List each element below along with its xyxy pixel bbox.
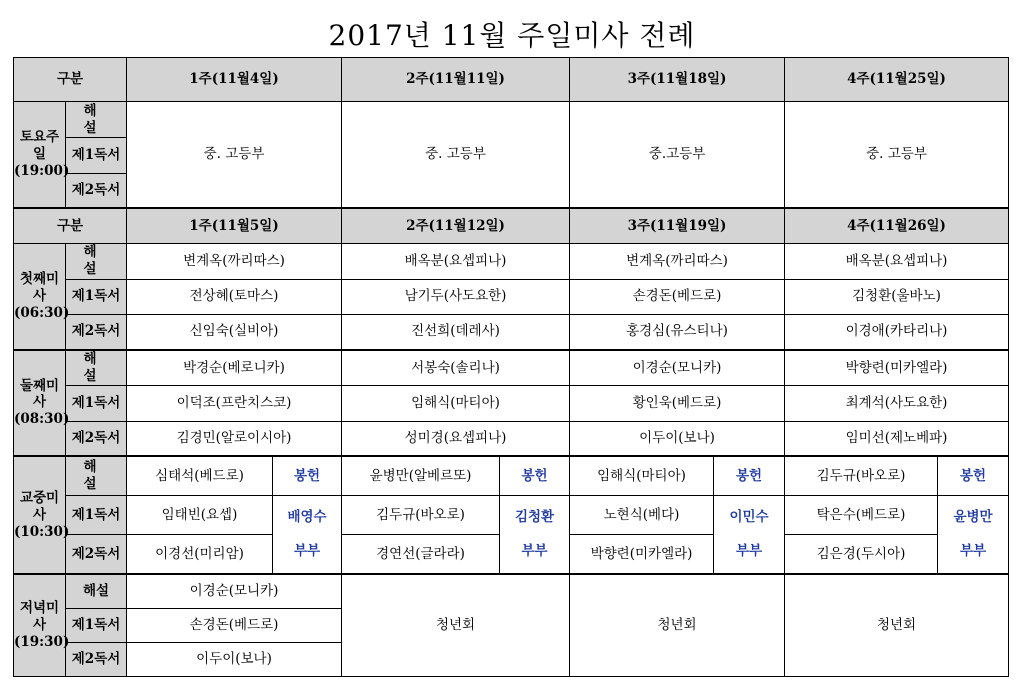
table-row <box>14 279 1009 314</box>
assignment-cell: 최계석(사도요한) <box>785 386 1009 421</box>
saturday-cell: 중. 고등부 <box>785 102 1009 208</box>
table-row <box>14 496 1009 535</box>
assignment-cell: 배옥분(요셉피나) <box>342 243 570 279</box>
assignment-cell: 이경순(모니카) <box>127 574 342 608</box>
offering-label: 봉헌 <box>938 456 1009 495</box>
assignment-cell: 남기두(사도요한) <box>342 279 570 314</box>
table-row <box>14 421 1009 456</box>
assignment-cell: 이경선(미리암) <box>127 535 273 574</box>
assignment-cell: 황인욱(베드로) <box>570 386 785 421</box>
header-row-saturday <box>14 58 1009 102</box>
table-row <box>14 350 1009 386</box>
assignment-cell: 김두규(바오로) <box>785 456 938 495</box>
assignment-cell: 진선희(데레사) <box>342 314 570 349</box>
saturday-cell: 중.고등부 <box>570 102 785 208</box>
assignment-cell: 박경순(베로니카) <box>127 350 342 386</box>
week-header: 1주(11월4일) <box>127 58 342 102</box>
week-header: 2주(11월12일) <box>342 208 570 243</box>
week-header: 2주(11월11일) <box>342 58 570 102</box>
week-header: 3주(11월18일) <box>570 58 785 102</box>
assignment-cell: 윤병만(알베르또) <box>342 456 500 495</box>
assignment-cell: 성미경(요셉피나) <box>342 421 570 456</box>
table-row <box>14 314 1009 349</box>
role-label: 해 설 <box>66 243 127 279</box>
assignment-cell: 서봉숙(솔리나) <box>342 350 570 386</box>
role-label: 해설 <box>66 574 127 608</box>
role-label: 제1독서 <box>66 138 127 173</box>
table-row <box>14 102 1009 138</box>
table-row <box>14 243 1009 279</box>
liturgy-schedule-table <box>13 57 1009 677</box>
assignment-cell: 홍경심(유스티나) <box>570 314 785 349</box>
assignment-cell: 김두규(바오로) <box>342 496 500 535</box>
mass-label-evening: 저녁미사 (19:30) <box>14 574 66 676</box>
mass-label-high: 교중미사 (10:30) <box>14 456 66 574</box>
youth-group-cell: 청년회 <box>342 574 570 676</box>
assignment-cell: 임해식(마티아) <box>342 386 570 421</box>
division-header: 구분 <box>14 58 127 102</box>
assignment-cell: 노현식(베다) <box>570 496 714 535</box>
role-label: 제1독서 <box>66 608 127 642</box>
assignment-cell: 이경애(카타리나) <box>785 314 1009 349</box>
role-label: 해 설 <box>66 350 127 386</box>
assignment-cell: 이두이(보나) <box>127 642 342 676</box>
assignment-cell: 임미선(제노베파) <box>785 421 1009 456</box>
assignment-cell: 손경돈(베드로) <box>127 608 342 642</box>
page-title: 2017년 11월 주일미사 전례 <box>328 19 696 52</box>
assignment-cell: 전상혜(토마스) <box>127 279 342 314</box>
week-header: 1주(11월5일) <box>127 208 342 243</box>
week-header: 4주(11월26일) <box>785 208 1009 243</box>
week-header: 3주(11월19일) <box>570 208 785 243</box>
mass-label-first: 첫째미사 (06:30) <box>14 243 66 349</box>
offering-label: 봉헌 <box>273 456 342 495</box>
offering-couple: 김청환 부부 <box>500 496 570 575</box>
role-label: 제2독서 <box>66 642 127 676</box>
role-label: 해 설 <box>66 102 127 138</box>
assignment-cell: 이경순(모니카) <box>570 350 785 386</box>
role-label: 해 설 <box>66 456 127 495</box>
assignment-cell: 김청환(울바노) <box>785 279 1009 314</box>
assignment-cell: 박향련(미카엘라) <box>570 535 714 574</box>
assignment-cell: 신임숙(실비아) <box>127 314 342 349</box>
offering-label: 봉헌 <box>500 456 570 495</box>
assignment-cell: 손경돈(베드로) <box>570 279 785 314</box>
assignment-cell: 배옥분(요셉피나) <box>785 243 1009 279</box>
role-label: 제2독서 <box>66 314 127 349</box>
week-header: 4주(11월25일) <box>785 58 1009 102</box>
assignment-cell: 김경민(알로이시아) <box>127 421 342 456</box>
header-row-sunday <box>14 208 1009 243</box>
table-row <box>14 386 1009 421</box>
youth-group-cell: 청년회 <box>785 574 1009 676</box>
role-label: 제1독서 <box>66 496 127 535</box>
saturday-cell: 중. 고등부 <box>127 102 342 208</box>
offering-label: 봉헌 <box>714 456 785 495</box>
assignment-cell: 변계옥(까리따스) <box>127 243 342 279</box>
division-header: 구분 <box>14 208 127 243</box>
assignment-cell: 임태빈(요셉) <box>127 496 273 535</box>
assignment-cell: 경연선(글라라) <box>342 535 500 574</box>
mass-label-second: 둘째미사 (08:30) <box>14 350 66 457</box>
role-label: 제2독서 <box>66 173 127 208</box>
assignment-cell: 이두이(보나) <box>570 421 785 456</box>
assignment-cell: 박향련(미카엘라) <box>785 350 1009 386</box>
offering-couple: 윤병만 부부 <box>938 496 1009 575</box>
role-label: 제1독서 <box>66 386 127 421</box>
assignment-cell: 탁은수(베드로) <box>785 496 938 535</box>
assignment-cell: 이덕조(프란치스코) <box>127 386 342 421</box>
role-label: 제2독서 <box>66 535 127 574</box>
offering-couple: 배영수 부부 <box>273 496 342 575</box>
offering-couple: 이민수 부부 <box>714 496 785 575</box>
assignment-cell: 심태석(베드로) <box>127 456 273 495</box>
saturday-cell: 중. 고등부 <box>342 102 570 208</box>
role-label: 제2독서 <box>66 421 127 456</box>
youth-group-cell: 청년회 <box>570 574 785 676</box>
table-row <box>14 456 1009 495</box>
mass-label-saturday: 토요주일 (19:00) <box>14 102 66 208</box>
assignment-cell: 김은경(두시아) <box>785 535 938 574</box>
table-row <box>14 574 1009 608</box>
assignment-cell: 변계옥(까리따스) <box>570 243 785 279</box>
role-label: 제1독서 <box>66 279 127 314</box>
assignment-cell: 임해식(마티아) <box>570 456 714 495</box>
